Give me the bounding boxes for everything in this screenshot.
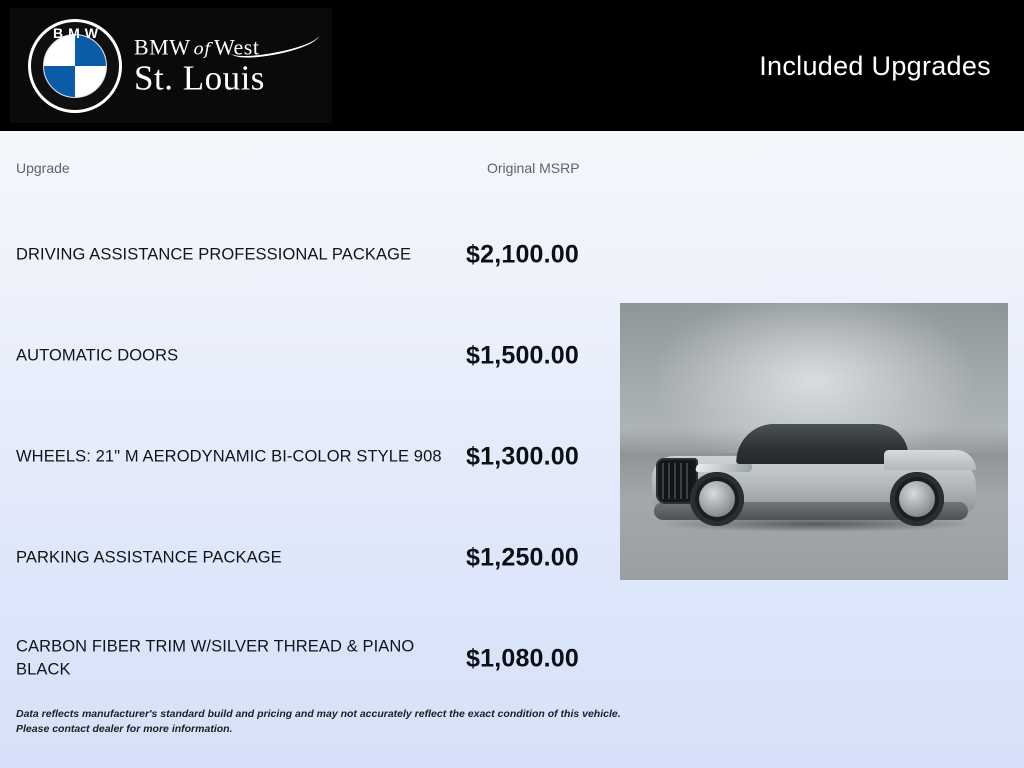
wordmark-west: West [214, 34, 260, 60]
upgrade-price: $1,500.00 [466, 341, 580, 369]
disclaimer-text: Data reflects manufacturer's standard build and pricing and may not accurately reflect the exact condition of this vehicle. Please contact dealer for more information. [16, 708, 621, 736]
table-row [0, 204, 1024, 305]
page-header [0, 0, 1024, 131]
upgrade-price: $1,250.00 [466, 543, 580, 571]
page-title: Included Upgrades [759, 51, 991, 81]
upgrade-name: DRIVING ASSISTANCE PROFESSIONAL PACKAGE [16, 244, 412, 263]
roundel-label: BMW [53, 24, 103, 41]
dealer-logo [10, 8, 332, 123]
column-header-msrp: Original MSRP [487, 160, 580, 176]
car-headlight [695, 464, 753, 472]
upgrade-name: AUTOMATIC DOORS [16, 345, 179, 364]
car-rear-wheel [890, 472, 944, 526]
upgrade-price: $1,080.00 [466, 644, 580, 672]
wordmark-bmw: BMW [134, 34, 191, 60]
roundel-quadrant-blue-bottom [44, 66, 75, 97]
wordmark-city: St. Louis [134, 58, 265, 98]
roundel-quadrants [43, 34, 107, 98]
table-row [0, 608, 1024, 709]
upgrade-price: $1,300.00 [466, 442, 580, 470]
vehicle-photo [620, 303, 1008, 580]
column-header-upgrade: Upgrade [16, 160, 70, 176]
car-illustration [646, 410, 982, 528]
wordmark-of: of [193, 39, 212, 60]
bmw-roundel-icon [28, 19, 122, 113]
upgrade-name: CARBON FIBER TRIM W/SILVER THREAD & PIANO BLACK [16, 637, 415, 679]
car-front-wheel [690, 472, 744, 526]
upgrade-name: PARKING ASSISTANCE PACKAGE [16, 547, 282, 566]
upgrade-name: WHEELS: 21" M AERODYNAMIC BI-COLOR STYLE 908 [16, 446, 442, 465]
roundel-quadrant-white-bottom [75, 66, 106, 97]
dealer-wordmark [134, 34, 320, 97]
upgrade-price: $2,100.00 [466, 240, 580, 268]
car-hood [884, 450, 976, 470]
table-header-row [0, 160, 1024, 184]
